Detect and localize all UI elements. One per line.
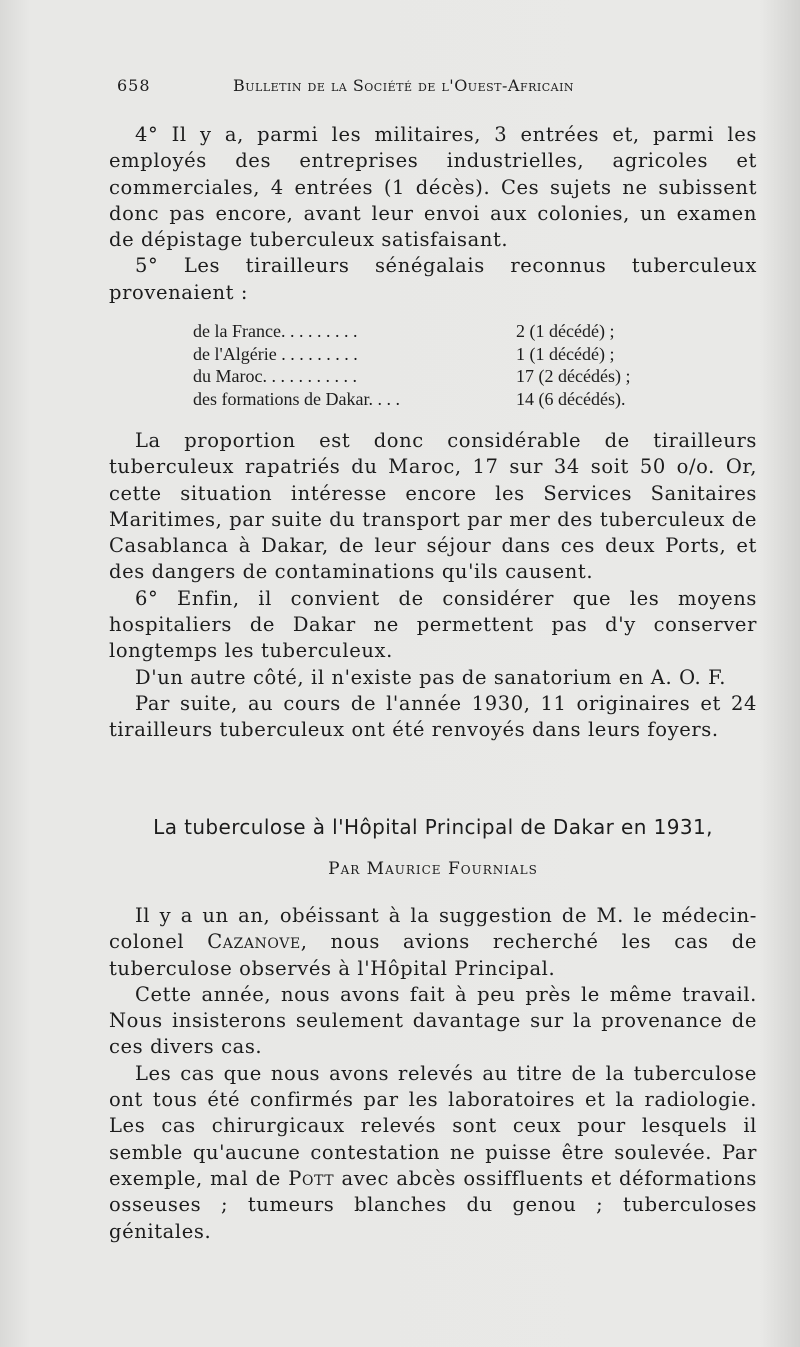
paragraph: 4° Il y a, parmi les militaires, 3 entrées et, parmi les employés des entreprises industrielles, agricoles et commerciales, 4 entrées (1 décès). Ces sujets ne subissent donc pas encore, avant leur envoi aux colonies, un examen de dépistage tuberculeux satisfaisant.: [109, 123, 757, 252]
list-item: [193, 388, 713, 411]
paragraph: [109, 903, 757, 982]
origin-label: de la France. . . . . . . . .: [193, 321, 358, 341]
text-run: Les cas que nous avons relevés au titre de la tuberculose ont tous été confirmés par les laboratoires et la radiologie. Les cas chirurgicaux relevés sont ceux pour lesquels il semble qu'aucune contestation ne puisse être soulevée. Par exemple, mal de: [109, 1061, 757, 1190]
paragraph: Par suite, au cours de l'année 1930, 11 originaires et 24 tirailleurs tuberculeux ont été renvoyés dans leurs foyers.: [109, 691, 757, 742]
page-header: [117, 76, 757, 100]
origin-label: de l'Algérie . . . . . . . . .: [193, 343, 358, 364]
intro-text: [109, 122, 757, 306]
paragraph: 6° Enfin, il convient de considérer que les moyens hospitaliers de Dakar ne permettent pas d'y conserver longtemps les tuberculeux.: [109, 586, 757, 663]
list-item: [193, 365, 713, 388]
origin-count: 2 (1 décédé) ;: [516, 321, 615, 341]
origins-list: [193, 320, 713, 410]
origin-label: des formations de Dakar. . . .: [193, 388, 400, 409]
text-run: avec abcès ossiffluents et déformations osseuses ; tumeurs blanches du genou ; tuberculoses génitales.: [109, 1166, 757, 1243]
paragraph: [109, 1061, 757, 1245]
author-byline: Par Maurice Fournials: [328, 859, 538, 879]
list-item: [193, 320, 713, 343]
person-name: Pott: [288, 1166, 335, 1190]
origin-count: 17 (2 décédés) ;: [516, 366, 631, 386]
origin-label: du Maroc. . . . . . . . . . .: [193, 366, 357, 386]
page-number: 658: [117, 76, 151, 95]
paragraph: La proportion est donc considérable de tirailleurs tuberculeux rapatriés du Maroc, 17 sur 34 soit 50 o/o. Or, cette situation intéresse encore les Services Sanitaires Maritimes, par suite du transport par mer des tuberculeux de Casablanca à Dakar, de leur séjour dans ces deux Ports, et des dangers de contaminations qu'ils causent.: [109, 429, 758, 584]
origin-count: 1 (1 décédé) ;: [516, 343, 615, 364]
list-item: [193, 343, 713, 366]
middle-text: [109, 428, 757, 744]
text-run: Il y a un an, obéissant à la suggestion de M. le médecin-colonel: [109, 904, 757, 954]
paragraph: D'un autre côté, il n'existe pas de sanatorium en A. O. F.: [135, 665, 727, 689]
text-run: , nous avions recherché les cas de tuberculose observés à l'Hôpital Principal.: [109, 930, 757, 980]
paragraph: 5° Les tirailleurs sénégalais reconnus tuberculeux provenaient :: [109, 254, 757, 304]
section-title: La tuberculose à l'Hôpital Principal de Dakar en 1931,: [153, 815, 713, 839]
section-text: [109, 903, 757, 1245]
paragraph: Cette année, nous avons fait à peu près le même travail. Nous insisterons seulement davantage sur la provenance de ces divers cas.: [109, 982, 757, 1059]
origin-count: 14 (6 décédés).: [516, 388, 626, 409]
person-name: Cazanove: [207, 930, 301, 954]
running-title: Bulletin de la Société de l'Ouest-Africain: [233, 76, 575, 95]
